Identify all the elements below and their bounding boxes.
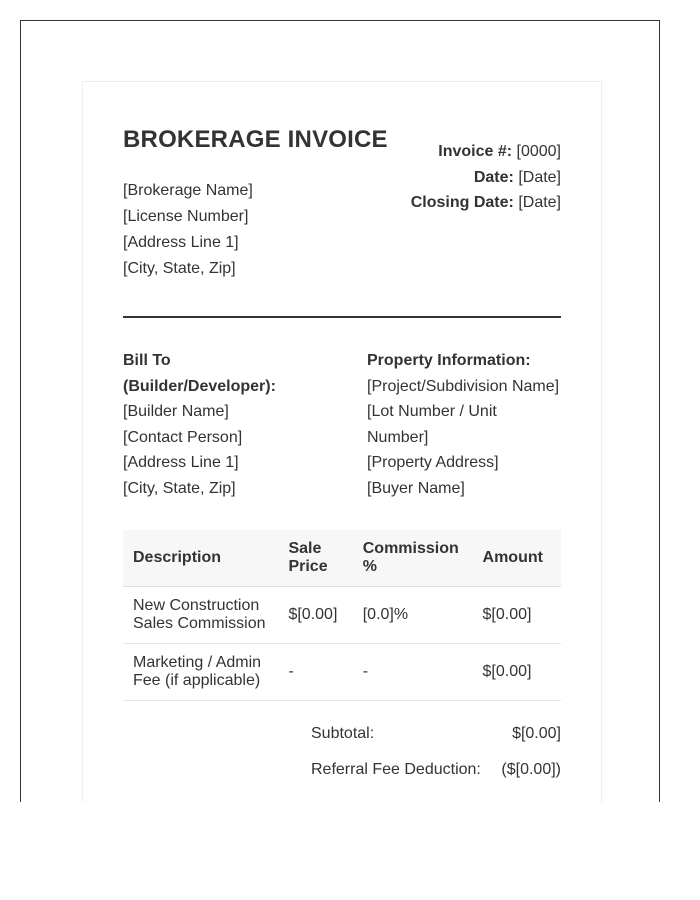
brokerage-address-line-1: [Address Line 1] (123, 234, 239, 251)
invoice-title: BROKERAGE INVOICE (123, 126, 388, 153)
closing-date-row (411, 190, 561, 216)
brokerage-city-state-zip: [City, State, Zip] (123, 260, 236, 277)
builder-name: [Builder Name] (123, 403, 229, 421)
property-address: [Property Address] (367, 454, 499, 472)
bill-to-block (123, 348, 323, 502)
brokerage-info (123, 178, 253, 282)
row-commission: - (353, 644, 473, 701)
referral-fee-row (311, 760, 561, 796)
invoice-header (123, 126, 561, 316)
header-description: Description (123, 530, 278, 587)
row-amount: $[0.00] (473, 644, 561, 701)
lot-number-line-2: Number] (367, 428, 429, 446)
property-info-heading: Property Information: (367, 352, 531, 369)
row-description: Marketing / Admin Fee (if applicable) (123, 644, 278, 701)
invoice-number-label: Invoice #: (438, 143, 513, 160)
row-commission: [0.0]% (353, 587, 473, 644)
table-header-row (123, 530, 561, 587)
contact-person: [Contact Person] (123, 428, 243, 446)
document-frame (20, 20, 660, 802)
bill-to-heading-line-2: (Builder/Developer): (123, 377, 276, 395)
header-amount: Amount (473, 530, 561, 587)
invoice-number-row (411, 139, 561, 165)
header-divider (123, 316, 561, 318)
bill-to-address-line-1: [Address Line 1] (123, 454, 239, 472)
row-sale-price: $[0.00] (278, 587, 352, 644)
invoice-date-row (411, 165, 561, 191)
referral-fee-value: ($[0.00]) (501, 761, 561, 778)
header-commission: Commission % (353, 530, 473, 587)
table-row (123, 587, 561, 644)
bill-to-city-state-zip: [City, State, Zip] (123, 479, 236, 497)
closing-date-label: Closing Date: (410, 194, 514, 211)
invoice-page (82, 81, 602, 802)
closing-date-value: [Date] (518, 194, 561, 211)
invoice-meta (411, 139, 561, 216)
invoice-date-label: Date: (473, 168, 514, 186)
row-description: New Construction Sales Commission (123, 587, 278, 644)
row-sale-price: - (278, 644, 352, 701)
invoice-number-value: [0000] (516, 143, 561, 160)
line-items-table (123, 530, 561, 701)
invoice-date-value: [Date] (518, 168, 561, 186)
buyer-name: [Buyer Name] (367, 479, 465, 497)
license-number: [License Number] (123, 208, 249, 225)
subtotal-value: $[0.00] (512, 725, 561, 742)
bill-to-heading-line-1: Bill To (123, 352, 171, 369)
subtotal-label: Subtotal: (311, 725, 375, 742)
table-row (123, 644, 561, 701)
row-amount: $[0.00] (473, 587, 561, 644)
brokerage-name: [Brokerage Name] (123, 182, 253, 199)
property-info-block (367, 348, 567, 502)
project-name: [Project/Subdivision Name] (367, 377, 560, 395)
invoice-content (123, 126, 561, 778)
subtotal-row (311, 724, 561, 760)
referral-fee-label: Referral Fee Deduction: (311, 761, 481, 778)
header-sale-price: Sale Price (278, 530, 352, 587)
lot-number-line-1: [Lot Number / Unit (367, 403, 497, 421)
totals-section (311, 724, 561, 796)
